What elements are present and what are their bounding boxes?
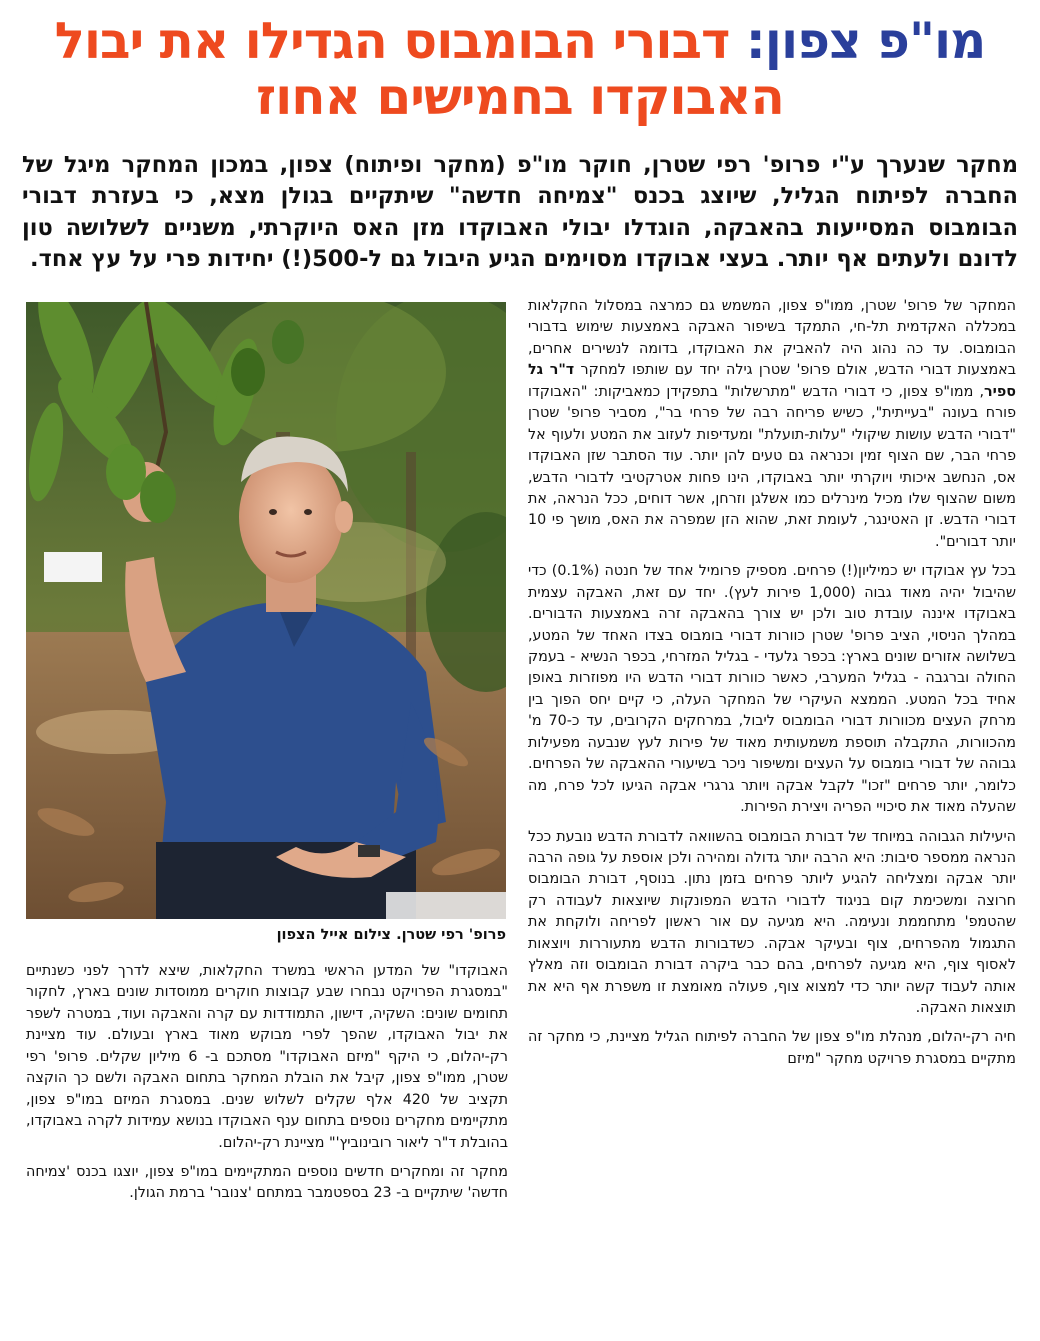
body-paragraph: מחקר זה ומחקרים חדשים נוספים המתקיימים במו"פ צפון, יוצגו בכנס 'צמיחה חדשה' שיתקיים ב- 23 בספטמבר במתחם 'צנובר' ברמת הגולן. — [26, 1163, 508, 1202]
article-column-left — [26, 961, 508, 1205]
photo-caption: פרופ' רפי שטרן. צילום אייל הצפון — [276, 927, 506, 943]
headline-prefix: מו"פ צפון: — [745, 12, 986, 70]
lead-paragraph: מחקר שנערך ע"י פרופ' רפי שטרן, חוקר מו"פ (מחקר ופיתוח) צפון, במכון המחקר מיגל של החברה לפיתוח הגליל, שיוצג בכנס "צמיחה חדשה" שיתקיים בגולן מצא, כי בעזרת דבורי הבומבוס המסייעות בהאבקה, הוגדלו יבולי האבוקדו מזן האס היוקרתי, משניים לשלושה טון לדונם ולעתים אף יותר. בעצי אבוקדו מסוימים הגיע היבול גם ל-500(!) יחידות פרי על עץ אחד. — [22, 152, 1018, 272]
body-paragraph: חיה רק-יהלום, מנהלת מו"פ צפון של החברה לפיתוח הגליל מציינת, כי מחקר זה מתקיים במסגרת פרויקט מחקר "מיזם — [528, 1029, 1016, 1067]
body-text: המחקר של פרופ' שטרן, ממו"פ צפון, המשמש גם כמרצה במסלול החקלאות במכללה האקדמית תל-חי, התמקד בשיפור האבקה באמצעות שימוש בדבורי הבומבוס. עד כה נהוג היה להאביק את האבוקדו, בדומה לנשירים אחרים, באמצעות דבורי הדבש, אולם פרופ' שטרן גילה יחד עם שותפו למחקר — [528, 298, 1016, 379]
headline-main: דבורי הבומבוס הגדילו את יבול — [54, 12, 730, 70]
headline-line1 — [20, 12, 1020, 70]
headline-line2: האבוקדו בחמישים אחוז — [256, 68, 784, 126]
article-photo — [26, 302, 506, 919]
avocado-icon — [272, 320, 304, 364]
body-paragraph: האבוקדו" של המדען הראשי במשרד החקלאות, שיצא לדרך לפני כשנתיים "במסגרת הפרויקט נבחרו שבע קבוצות חוקרים ממוסדות שונים בארץ, לחקור תחומים שונים: השקיה, דישון, התמודדות עם קרה והאבקה ועוד, במטרה לשפר את יבול האבוקדו, שהפך לפרי מבוקש מאוד בארץ ובעולם. עוד מציינת רק-יהלום, כי היקף "מיזם האבוקדו" מסתכם ב- 6 מיליון שקלים. פרופ' רפי שטרן, ממו"פ צפון, קיבל את הובלת המחקר בתחום האבקה ולשם כך הוקצה תקציב של 420 אלף שקלים לשלוש שנים. במסגרת המיזם במו"פ צפון, מתקיימים מחקרים נוספים בתחום ענף האבוקדו בנושא עמידות לקרה באבוקדו, בהובלת ד"ר ליאור רובינוביץ'" מציינת רק-יהלום. — [26, 963, 508, 1151]
body-paragraph — [528, 296, 1016, 553]
watch — [358, 845, 380, 857]
researcher-name: ד"ר גל ספיר — [528, 362, 1016, 400]
body-text: , ממו"פ צפון, כי דבורי הדבש "מתרשלות" בתפקידן כמאביקות: "האבוקדו פורח בעונה "בעייתית", כשיש פריחה רבה של פרחי בר", מסביר פרופ' שטרן "דבורי הדבש עושות שיקולי "עלות-תועלת" ומעדיפות לעזוב את המטע ולעוף אל פרחי הבר, שם הצוף זמין וכנראה גם טעים להן יותר. עוד הסתבר שזן האבוקדו אס, הנחשב איכותי ויוקרתי יותר באבוקדו, הינו פחות אטרקטיבי לדבורי הדבש, משום שהצוף שלו מכיל מינרלים כמו אשלגן וזרחן, אשר דוחים, ככל הנראה, את דבורי הדבש. זן האטינגר, לעומת זאת, שהוא הזן שמפרה את האס, מושך פי 10 יותר דבורים". — [528, 383, 1016, 550]
researcher-avocado-photo — [26, 302, 506, 919]
body-paragraph: היעילות הגבוהה במיוחד של דבורת הבומבוס בהשוואה לדבורת הדבש נובעת ככל הנראה ממספר סיבות: היא הרבה יותר גדולה ומהירה ולכן אוספת על גופה הרבה יותר אבקה ומצליחה להגיע ליותר פרחים בזמן נתון. בנוסף, דבורת הבומבוס חרוצה ומשכימת קום בניגוד לדבורי הדבש המפונקות שיוצאות לעבודה רק שהטמפ' מתחממת ונעימה. היא מגיעה עם אור ראשון לפריחה ולוקחת את התגמול מהפרחים, צוף ובעיקר אבקה. כשדבורות הדבש מתעוררות ויוצאות לאסוף צוף, היא מגיעה לפרחים, בהם כבר ביקרה דבורת הבומבוס וזה מאלץ אותה לעבוד קשה יותר כדי למצוא צוף, פעולה מאומצת זו משפרת אף היא את תוצאות האבקה. — [528, 828, 1016, 1016]
headline — [20, 12, 1020, 126]
body-paragraph: בכל עץ אבוקדו יש כמיליון(!) פרחים. מספיק פרומיל אחד של חנטה (0.1%) כדי שהיבול יהיה מאוד גבוה (1,000 פירות לעץ). יחד עם זאת, האבקה עצמית באבוקדו איננה עובדת טוב ולכן יש צורך בהאבקה זרה באמצעות הדבורים. במהלך הניסוי, הציב פרופ' שטרן כוורות דבורי בומבוס בצדו האחד של המטע, בשלושה אזורים שונים בארץ: בכפר גלעדי - בגליל המזרחי, בכפר הנשיא - בעמק החולה וברגבה - בגליל המערבי, כאשר כוורות דבורי הדבש היו מפוזרות באופן אחיד בכל המטע. הממצא העיקרי של המחקר העלה, כי קיים יחס הפוך בין מרחק העצים מכוורות דבורי הבומבוס ליבול, במרחקים הקרובים, עד כ-70 מ' מהכוורות, התקבלה תוספת משמעותית מאוד של פירות לעץ שנבעה מפעילות גבוהה של דבורי בומבוס על העצים ומשיפור ניכר בשיעורי ההאבקה של הפרחים. כלומר, יותר פרחים "זכו" לקבל אבקה ויותר גרגרי אבקה הגיעו לכל פרח, מה שהעלה מאוד את סיכויי הפריה ויצירת הפירות. — [528, 563, 1017, 816]
crate — [44, 552, 102, 582]
article-column-right — [528, 296, 1016, 1070]
avocado-icon — [140, 471, 176, 523]
avocado-icon — [231, 348, 265, 396]
avocado-icon — [106, 444, 146, 500]
